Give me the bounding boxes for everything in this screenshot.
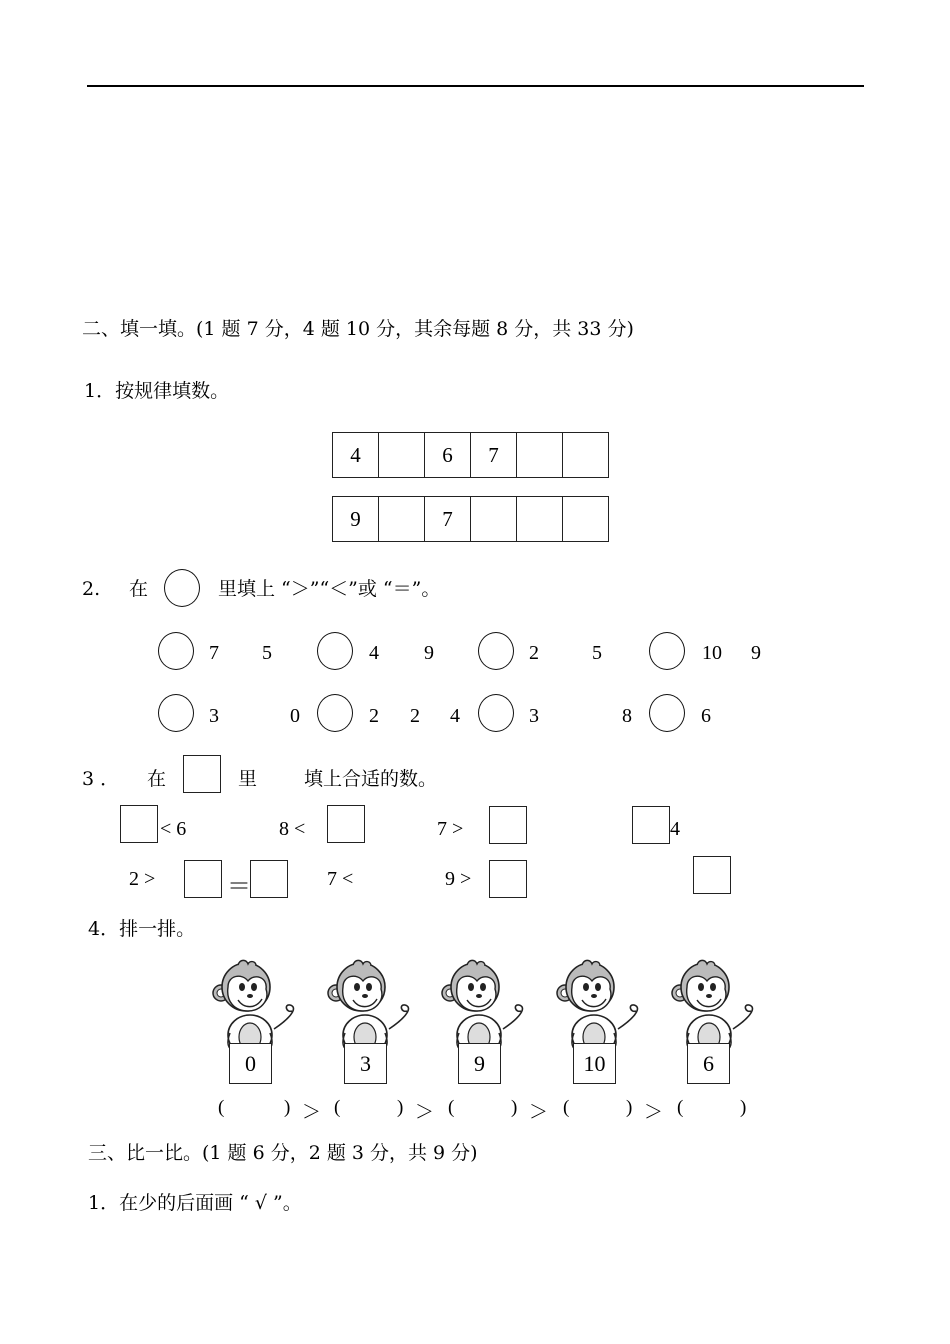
seq1-cell-blank[interactable] <box>563 433 609 478</box>
section3-q1-title: 1．在少的后面画 “ √ ”。 <box>88 1192 302 1214</box>
section3-heading: 三、比一比。(1 题 6 分，2 题 3 分，共 9 分) <box>88 1142 478 1164</box>
q3-suffix: 填上合适的数。 <box>304 768 438 790</box>
number-card-value: 10 <box>583 1050 606 1076</box>
q3-expr: 7 < <box>327 868 354 890</box>
q3-number: 3 ． <box>82 768 120 790</box>
q3-prefix: 在 <box>147 768 167 790</box>
seq1-cell: 7 <box>471 433 517 478</box>
seq2-cell: 7 <box>425 497 471 542</box>
seq1-cell-blank[interactable] <box>517 433 563 478</box>
q3-expr: 8 < <box>279 818 306 840</box>
seq2-cell-blank[interactable] <box>379 497 425 542</box>
paren-open: ( <box>448 1097 455 1118</box>
number-card-value: 3 <box>360 1050 371 1076</box>
seq1-cell-blank[interactable] <box>379 433 425 478</box>
answer-square[interactable] <box>327 805 365 843</box>
answer-square[interactable] <box>632 806 670 844</box>
compare-right: 0 <box>290 705 300 727</box>
q3-expr: 9 > <box>445 868 472 890</box>
top-rule <box>87 85 864 87</box>
paren-open: ( <box>334 1097 341 1118</box>
answer-square[interactable] <box>693 856 731 894</box>
sequence-row-2 <box>332 496 609 542</box>
gt-sign: ＞ <box>415 1102 435 1123</box>
number-card-value: 0 <box>245 1050 256 1076</box>
paren-close[interactable]: ) <box>284 1097 291 1118</box>
answer-square[interactable] <box>489 860 527 898</box>
compare-right: 5 <box>592 642 602 664</box>
sequence-row-1 <box>332 432 609 478</box>
q2-number: 2. <box>82 578 101 600</box>
number-card <box>687 1043 730 1084</box>
example-circle <box>164 569 200 607</box>
compare-left: 4 <box>450 705 460 727</box>
number-card-value: 6 <box>703 1050 714 1076</box>
compare-circle[interactable] <box>649 694 685 732</box>
q3-expr: < 6 <box>160 818 187 840</box>
compare-circle[interactable] <box>158 632 194 670</box>
compare-left: 10 <box>702 642 722 664</box>
paren-close[interactable]: ) <box>397 1097 404 1118</box>
gt-sign: ＞ <box>302 1102 322 1123</box>
compare-circle[interactable] <box>478 632 514 670</box>
paren-open: ( <box>218 1097 225 1118</box>
compare-right: 5 <box>262 642 272 664</box>
compare-right: 2 <box>410 705 420 727</box>
paren-close[interactable]: ) <box>511 1097 518 1118</box>
answer-square[interactable] <box>250 860 288 898</box>
seq2-cell-blank[interactable] <box>563 497 609 542</box>
seq2-cell-blank[interactable] <box>517 497 563 542</box>
compare-circle[interactable] <box>478 694 514 732</box>
paren-close[interactable]: ) <box>740 1097 747 1118</box>
number-card-value: 9 <box>474 1050 485 1076</box>
paren-close[interactable]: ) <box>626 1097 633 1118</box>
compare-circle[interactable] <box>317 694 353 732</box>
q3-equals: ＝ <box>227 874 251 900</box>
paren-open: ( <box>677 1097 684 1118</box>
gt-sign: ＞ <box>644 1102 664 1123</box>
compare-circle[interactable] <box>649 632 685 670</box>
q3-expr: 2 > <box>129 868 156 890</box>
number-card <box>229 1043 272 1084</box>
example-square <box>183 755 221 793</box>
compare-right: 9 <box>424 642 434 664</box>
q2-prefix: 在 <box>129 578 149 600</box>
number-card <box>344 1043 387 1084</box>
number-card <box>573 1043 616 1084</box>
paren-open: ( <box>563 1097 570 1118</box>
compare-left: 2 <box>529 642 539 664</box>
compare-left: 7 <box>209 642 219 664</box>
compare-left: 8 <box>622 705 632 727</box>
seq1-cell: 4 <box>333 433 379 478</box>
compare-right: 6 <box>701 705 711 727</box>
seq2-cell-blank[interactable] <box>471 497 517 542</box>
compare-circle[interactable] <box>317 632 353 670</box>
seq2-cell: 9 <box>333 497 379 542</box>
gt-sign: ＞ <box>529 1102 549 1123</box>
answer-square[interactable] <box>184 860 222 898</box>
number-card <box>458 1043 501 1084</box>
compare-circle[interactable] <box>158 694 194 732</box>
q2-suffix: 里填上 “＞”“＜”或 “＝”。 <box>218 578 441 600</box>
seq1-cell: 6 <box>425 433 471 478</box>
q4-title: 4．排一排。 <box>88 918 196 940</box>
compare-left: 4 <box>369 642 379 664</box>
q3-mid: 里 <box>238 768 258 790</box>
compare-left: 2 <box>369 705 379 727</box>
compare-right: 9 <box>751 642 761 664</box>
q1-title: 1．按规律填数。 <box>84 380 230 402</box>
compare-left: 3 <box>209 705 219 727</box>
answer-square[interactable] <box>489 806 527 844</box>
q3-expr: 4 <box>670 818 680 840</box>
section2-heading: 二、填一填。(1 题 7 分，4 题 10 分，其余每题 8 分，共 33 分) <box>82 318 634 340</box>
answer-square[interactable] <box>120 805 158 843</box>
compare-right: 3 <box>529 705 539 727</box>
q3-expr: 7 > <box>437 818 464 840</box>
